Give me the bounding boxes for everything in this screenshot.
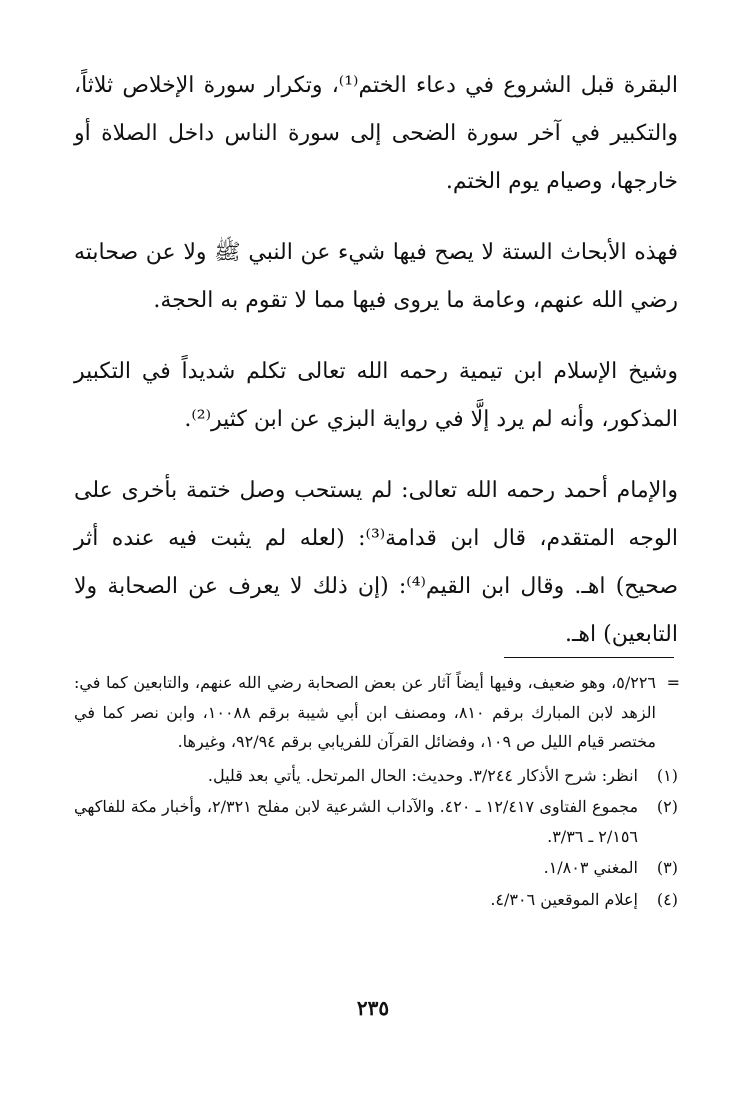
main-text <box>74 62 678 682</box>
footnote-2 <box>74 792 678 851</box>
footnote-text: المغني ١/٨٠٣. <box>543 858 638 877</box>
paragraph-2: فهذه الأبحاث الستة لا يصح فيها شيء عن النبي ﷺ ولا عن صحابته رضي الله عنهم، وعامة ما يروى فيها مما لا تقوم به الحجة. <box>74 240 678 313</box>
footnote-text: إعلام الموقعين ٤/٣٠٦. <box>490 889 638 909</box>
footnote-number: (٣) <box>656 858 678 877</box>
continuation-mark: = <box>666 673 680 692</box>
footnote-3 <box>74 853 678 883</box>
footnote-number: (١) <box>656 765 678 785</box>
paragraph-3: وشيخ الإسلام ابن تيمية رحمه الله تعالى تكلم شديداً في التكبير المذكور، وأنه لم يرد إلَّا في رواية البزي عن ابن كثير⁽²⁾. <box>74 359 678 432</box>
paragraph-4: والإمام أحمد رحمه الله تعالى: لم يستحب وصل ختمة بأخرى على الوجه المتقدم، قال ابن قدامة⁽³⁾: (لعله لم يثبت فيه عنده أثر صحيح) اهـ. وقال ابن القيم⁽⁴⁾: (إن ذلك لا يعرف عن الصحابة ولا التابعين) اهـ. <box>74 478 679 647</box>
paragraph-1: البقرة قبل الشروع في دعاء الختم⁽¹⁾، وتكرار سورة الإخلاص ثلاثاً، والتكبير في آخر سورة الضحى إلى سورة الناس داخل الصلاة أو خارجها، وصيام يوم الختم. <box>74 73 679 194</box>
footnote-separator <box>504 657 674 658</box>
footnote-4 <box>74 885 678 915</box>
footnote-text: انظر: شرح الأذكار ٣/٢٤٤. وحديث: الحال المرتحل. يأتي بعد قليل. <box>207 765 638 785</box>
footnotes-section <box>74 668 678 916</box>
footnote-continuation-text: ٥/٢٢٦، وهو ضعيف، وفيها أيضاً آثار عن بعض الصحابة رضي الله عنهم، والتابعين كما في: الزهد لابن المبارك برقم ٨١٠، ومصنف ابن أبي شيبة برقم ١٠٠٨٨، وابن نصر كما في مختصر قيام الليل ص ١٠٩، وفضائل القرآن للفريابي برقم ٩٢/٩٤، وغيرها. <box>74 673 657 751</box>
page-number: ٢٣٥ <box>356 996 390 1020</box>
footnote-text: مجموع الفتاوى ١٢/٤١٧ ـ ٤٢٠. والآداب الشرعية لابن مفلح ٢/٣٢١، وأخبار مكة للفاكهي ٢/١٥٦ ـ ٣/٣٦. <box>74 797 639 846</box>
footnote-number: (٤) <box>656 889 678 909</box>
footnote-continuation <box>74 668 678 757</box>
footnote-1 <box>74 761 678 791</box>
footnote-number: (٢) <box>656 797 678 816</box>
